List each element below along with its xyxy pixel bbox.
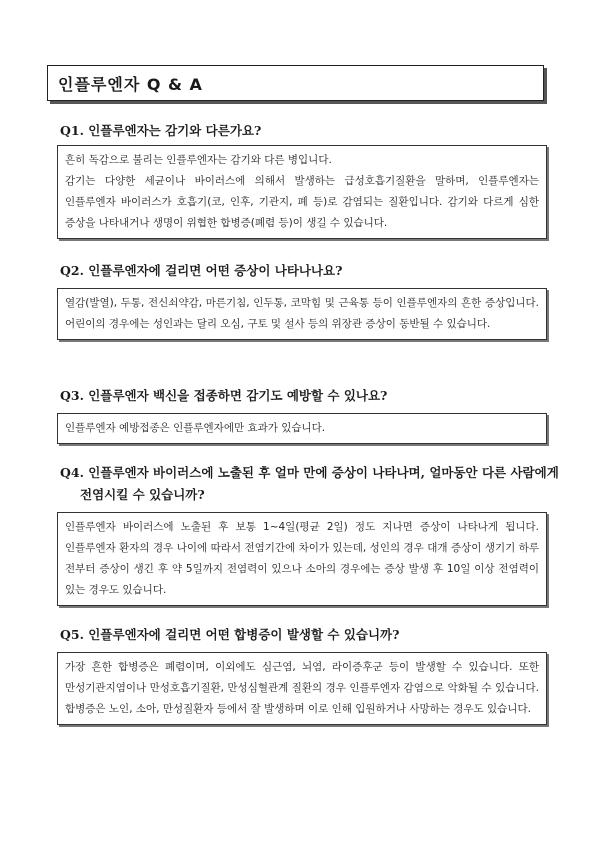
question-1: Q1. 인플루엔자는 감기와 다른가요? [60, 123, 262, 138]
question-3: Q3. 인플루엔자 백신을 접종하면 감기도 예방할 수 있나요? [60, 388, 388, 403]
question-2: Q2. 인플루엔자에 걸리면 어떤 증상이 나타나나요? [60, 263, 343, 278]
answer-box-4 [57, 512, 547, 606]
answer-1-line-1: 흔히 독감으로 불리는 인플루엔자는 감기와 다른 병입니다. [65, 154, 332, 166]
answer-box-3 [57, 413, 547, 444]
answer-box-2 [57, 288, 547, 340]
answer-box-1 [57, 145, 547, 239]
page-title: 인플루엔자 Q & A [58, 74, 203, 94]
answer-5-text: 가장 흔한 합병증은 폐렴이며, 이외에도 심근염, 뇌염, 라이증후군 등이 발생할 수 있습니다. 또한 만성기관지염이나 만성호흡기질환, 만성심혈관계 질환의 경우 인플루엔자 감염으로 악화될 수 있습니다. 합병증은 노인, 소아, 만성질환자 등에서 잘 발생하며 이로 인해 입원하거나 사망하는 경우도 있습니다. [65, 661, 539, 715]
page-title-box [47, 65, 544, 101]
answer-4-text: 인플루엔자 바이러스에 노출된 후 보통 1~4일(평균 2일) 정도 지나면 증상이 나타나게 됩니다. 인플루엔자 환자의 경우 나이에 따라서 전염기간에 차이가 있는데, 성인의 경우 대개 증상이 생기기 하루 전부터 증상이 생긴 후 약 5일까지 전염력이 있으나 소아의 경우에는 증상 발생 후 10일 이상 전염력이 있는 경우도 있습니다. [65, 521, 539, 596]
answer-3-text: 인플루엔자 예방접종은 인플루엔자에만 효과가 있습니다. [65, 422, 326, 434]
question-4: Q4. 인플루엔자 바이러스에 노출된 후 얼마 만에 증상이 나타나며, 얼마동안 다른 사람에게 전염시킬 수 있습니까? [60, 465, 559, 502]
answer-1-line-2: 감기는 다양한 세균이나 바이러스에 의해서 발생하는 급성호흡기질환을 말하며, 인플루엔자는 인플루엔자 바이러스가 호흡기(코, 인후, 기관지, 폐 등)로 감염되는 질환입니다. 감기와 다르게 심한 증상을 나타내거나 생명이 위협한 합병증(폐렴 등)이 생길 수 있습니다. [65, 175, 539, 229]
answer-2-text: 열감(발열), 두통, 전신쇠약감, 마른기침, 인두통, 코막힘 및 근육통 등이 인플루엔자의 흔한 증상입니다. 어린이의 경우에는 성인과는 달리 오심, 구토 및 설사 등의 위장관 증상이 동반될 수 있습니다. [65, 297, 539, 330]
question-5: Q5. 인플루엔자에 걸리면 어떤 합병증이 발생할 수 있습니까? [60, 627, 400, 642]
answer-box-5 [57, 652, 547, 725]
